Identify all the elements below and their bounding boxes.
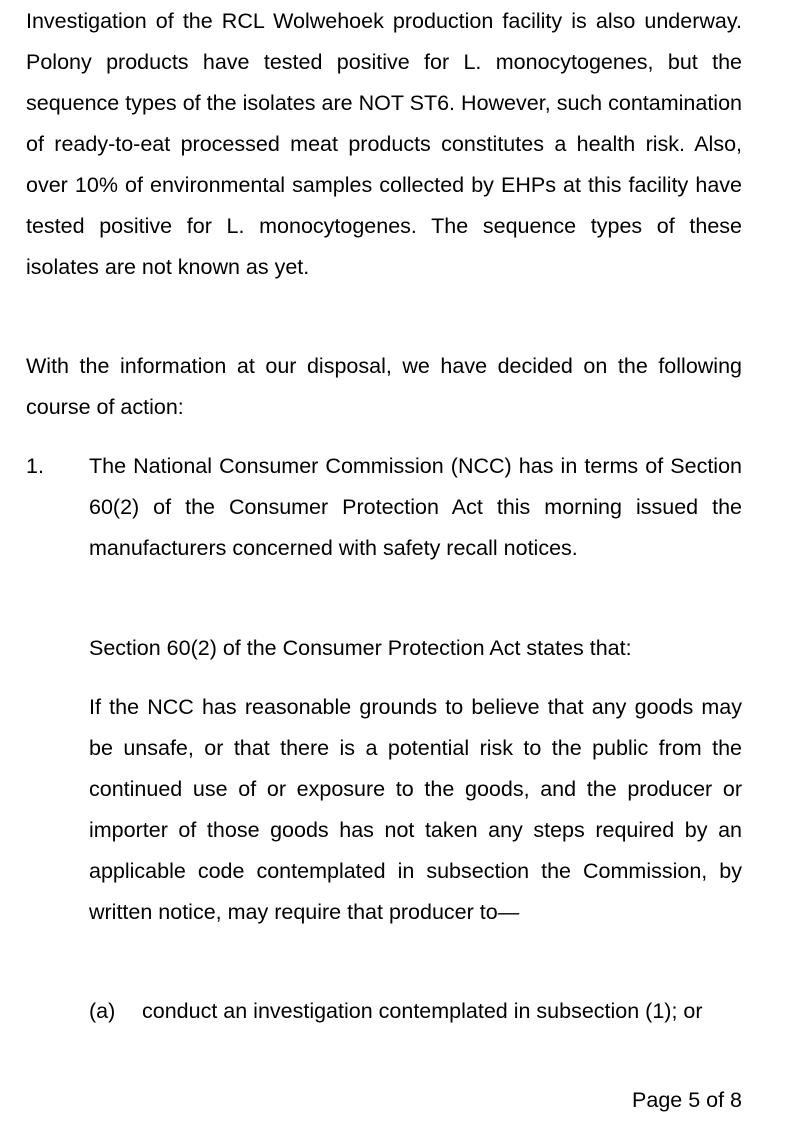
item-1-text: The National Consumer Commission (NCC) has in terms of Section 60(2) of the Consumer Protection Act this morning issued the manufacturers concerned with safety recall notices.: [89, 454, 742, 560]
sub-item-a-text: conduct an investigation contemplated in subsection (1); or: [142, 999, 703, 1023]
section-intro: Section 60(2) of the Consumer Protection Act states that:: [89, 636, 632, 660]
item-number: 1.: [26, 454, 44, 478]
section-quote: If the NCC has reasonable grounds to believe that any goods may be unsafe, or that there is a potential risk to the public from the continued use of or exposure to the goods, and the producer or importer of those goods has not taken any steps required by an applicable code contemplated in subsection the Commission, by written notice, may require that producer to—: [89, 695, 742, 924]
investigation-paragraph: Investigation of the RCL Wolwehoek production facility is also underway. Polony products have tested positive for L. monocytogenes, but the sequence types of the isolates are NOT ST6. However, such contamination of ready-to-eat processed meat products constitutes a health risk. Also, over 10% of environmental samples collected by EHPs at this facility have tested positive for L. monocytogenes. The sequence types of these isolates are not known as yet.: [26, 9, 742, 279]
decision-paragraph: With the information at our disposal, we have decided on the following course of action:: [26, 354, 742, 419]
page-number: Page 5 of 8: [632, 1088, 742, 1112]
sub-item-label: (a): [89, 999, 116, 1023]
